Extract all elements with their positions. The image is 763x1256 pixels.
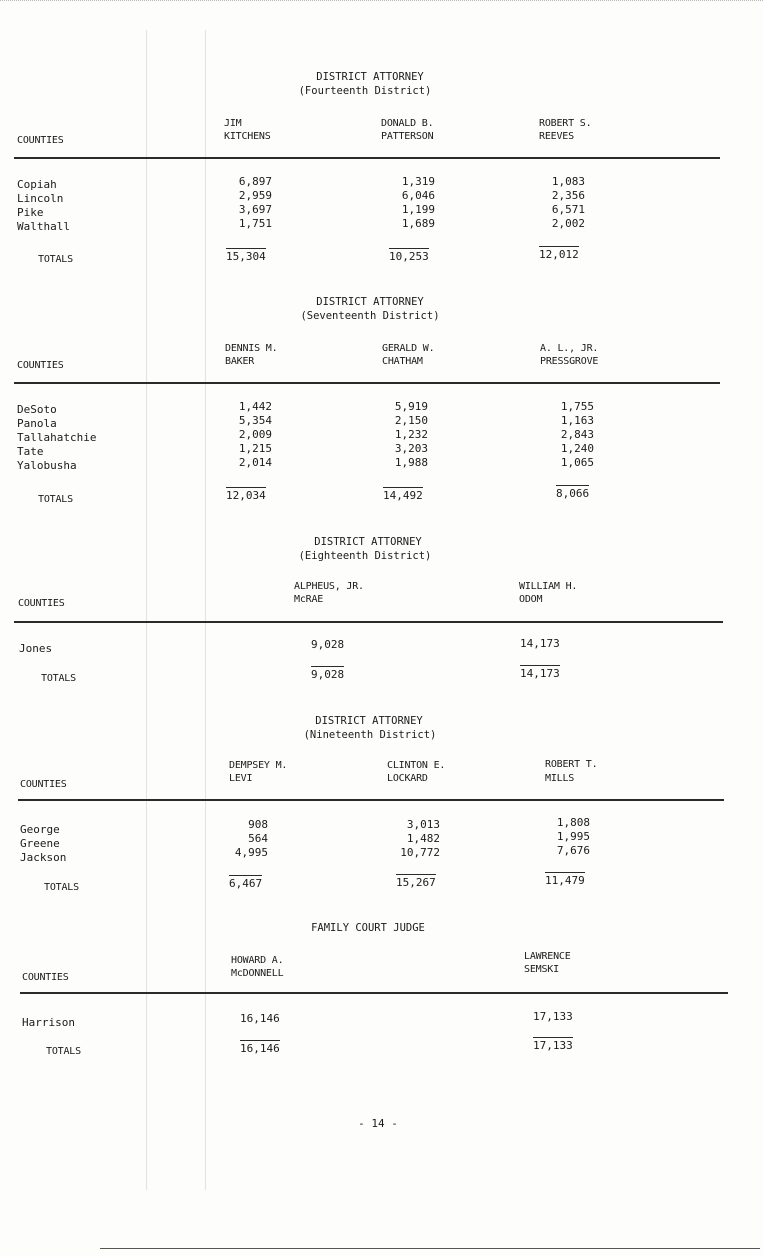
- section-title: DISTRICT ATTORNEY: [316, 71, 424, 83]
- total-count: 9,028: [311, 668, 345, 681]
- page-number: - 14 -: [358, 1117, 398, 1130]
- total-count: 15,304: [226, 250, 266, 263]
- vote-count: 1,065: [560, 456, 594, 469]
- vote-count: 2,150: [394, 414, 428, 427]
- vote-count: 1,199: [401, 203, 435, 216]
- vote-count: 908: [248, 818, 268, 831]
- vote-count: 16,146: [240, 1012, 280, 1025]
- candidate-last: PATTERSON: [381, 131, 434, 142]
- candidate-last: SEMSKI: [524, 964, 559, 975]
- counties-header: COUNTIES: [22, 972, 69, 983]
- vote-count: 1,083: [551, 175, 585, 188]
- totals-label: TOTALS: [41, 673, 76, 684]
- header-rule: [14, 382, 720, 384]
- candidate-last: PRESSGROVE: [540, 356, 599, 367]
- section-title: FAMILY COURT JUDGE: [311, 922, 425, 934]
- vote-count: 17,133: [533, 1010, 573, 1023]
- candidate-last: LEVI: [229, 773, 253, 784]
- total-count: 14,173: [520, 667, 560, 680]
- candidate-last: ODOM: [519, 594, 543, 605]
- county-name: Copiah: [17, 178, 57, 191]
- vote-count: 1,442: [238, 400, 272, 413]
- vote-count: 14,173: [520, 637, 560, 650]
- header-rule: [14, 157, 720, 159]
- section-title: DISTRICT ATTORNEY: [315, 715, 423, 727]
- vote-count: 2,002: [551, 217, 585, 230]
- total-count: 15,267: [396, 876, 436, 889]
- vote-count: 1,755: [560, 400, 594, 413]
- county-name: Lincoln: [17, 192, 64, 205]
- vote-count: 2,356: [551, 189, 585, 202]
- counties-header: COUNTIES: [20, 779, 67, 790]
- section-subtitle: (Seventeenth District): [300, 310, 440, 322]
- section-title: DISTRICT ATTORNEY: [314, 536, 422, 548]
- candidate-first: CLINTON E.: [387, 760, 446, 771]
- candidate-last: MILLS: [545, 773, 575, 784]
- total-count: 16,146: [240, 1042, 280, 1055]
- vote-count: 9,028: [311, 638, 345, 651]
- header-rule: [20, 992, 728, 994]
- candidate-last: McDONNELL: [231, 968, 284, 979]
- vote-count: 2,843: [560, 428, 594, 441]
- candidate-first: ROBERT S.: [539, 118, 592, 129]
- section-subtitle: (Fourteenth District): [298, 85, 432, 97]
- county-name: Walthall: [17, 220, 70, 233]
- county-name: Panola: [17, 417, 57, 430]
- vote-count: 1,232: [394, 428, 428, 441]
- vote-count: 3,013: [406, 818, 440, 831]
- total-count: 12,012: [539, 248, 579, 261]
- vote-count: 5,919: [394, 400, 428, 413]
- county-name: Yalobusha: [17, 459, 77, 472]
- header-rule: [18, 799, 724, 801]
- county-name: Tallahatchie: [17, 431, 97, 444]
- county-name: Pike: [17, 206, 44, 219]
- vote-count: 1,995: [556, 830, 590, 843]
- vote-count: 1,751: [238, 217, 272, 230]
- candidate-first: GERALD W.: [382, 343, 435, 354]
- top-edge-dotted-line: [0, 0, 763, 2]
- candidate-first: LAWRENCE: [524, 951, 571, 962]
- candidate-first: WILLIAM H.: [519, 581, 578, 592]
- vote-count: 3,203: [394, 442, 428, 455]
- candidate-first: DONALD B.: [381, 118, 434, 129]
- vote-count: 6,046: [401, 189, 435, 202]
- total-count: 10,253: [389, 250, 429, 263]
- candidate-first: DENNIS M.: [225, 343, 278, 354]
- county-name: George: [20, 823, 60, 836]
- total-count: 8,066: [556, 487, 590, 500]
- county-name: Harrison: [22, 1016, 75, 1029]
- candidate-last: CHATHAM: [382, 356, 423, 367]
- totals-label: TOTALS: [38, 254, 73, 265]
- vote-count: 1,240: [560, 442, 594, 455]
- vote-count: 564: [248, 832, 268, 845]
- county-name: Jackson: [20, 851, 67, 864]
- vote-count: 6,897: [238, 175, 272, 188]
- vote-count: 2,959: [238, 189, 272, 202]
- vote-count: 1,319: [401, 175, 435, 188]
- total-count: 11,479: [545, 874, 585, 887]
- fold-line: [146, 30, 147, 1190]
- totals-label: TOTALS: [46, 1046, 81, 1057]
- county-name: Greene: [20, 837, 60, 850]
- vote-count: 1,689: [401, 217, 435, 230]
- vote-count: 1,988: [394, 456, 428, 469]
- header-rule: [14, 621, 723, 623]
- county-name: DeSoto: [17, 403, 57, 416]
- vote-count: 2,009: [238, 428, 272, 441]
- candidate-last: KITCHENS: [224, 131, 271, 142]
- total-count: 17,133: [533, 1039, 573, 1052]
- vote-count: 10,772: [400, 846, 440, 859]
- section-title: DISTRICT ATTORNEY: [316, 296, 424, 308]
- candidate-first: HOWARD A.: [231, 955, 284, 966]
- totals-label: TOTALS: [38, 494, 73, 505]
- counties-header: COUNTIES: [17, 360, 64, 371]
- vote-count: 2,014: [238, 456, 272, 469]
- section-subtitle: (Nineteenth District): [303, 729, 437, 741]
- total-count: 6,467: [229, 877, 263, 890]
- vote-count: 7,676: [556, 844, 590, 857]
- vote-count: 1,215: [238, 442, 272, 455]
- total-count: 12,034: [226, 489, 266, 502]
- county-name: Jones: [19, 642, 53, 655]
- totals-label: TOTALS: [44, 882, 79, 893]
- vote-count: 6,571: [551, 203, 585, 216]
- candidate-last: LOCKARD: [387, 773, 428, 784]
- candidate-first: ALPHEUS, JR.: [294, 581, 364, 592]
- candidate-first: ROBERT T.: [545, 759, 598, 770]
- section-subtitle: (Eighteenth District): [298, 550, 432, 562]
- vote-count: 4,995: [234, 846, 268, 859]
- candidate-first: JIM: [224, 118, 242, 129]
- candidate-first: DEMPSEY M.: [229, 760, 288, 771]
- vote-count: 1,163: [560, 414, 594, 427]
- total-count: 14,492: [383, 489, 423, 502]
- county-name: Tate: [17, 445, 44, 458]
- counties-header: COUNTIES: [18, 598, 65, 609]
- candidate-last: REEVES: [539, 131, 574, 142]
- vote-count: 3,697: [238, 203, 272, 216]
- counties-header: COUNTIES: [17, 135, 64, 146]
- candidate-last: McRAE: [294, 594, 324, 605]
- bottom-edge-line: [100, 1248, 760, 1249]
- vote-count: 5,354: [238, 414, 272, 427]
- candidate-last: BAKER: [225, 356, 255, 367]
- vote-count: 1,808: [556, 816, 590, 829]
- vote-count: 1,482: [406, 832, 440, 845]
- candidate-first: A. L., JR.: [540, 343, 599, 354]
